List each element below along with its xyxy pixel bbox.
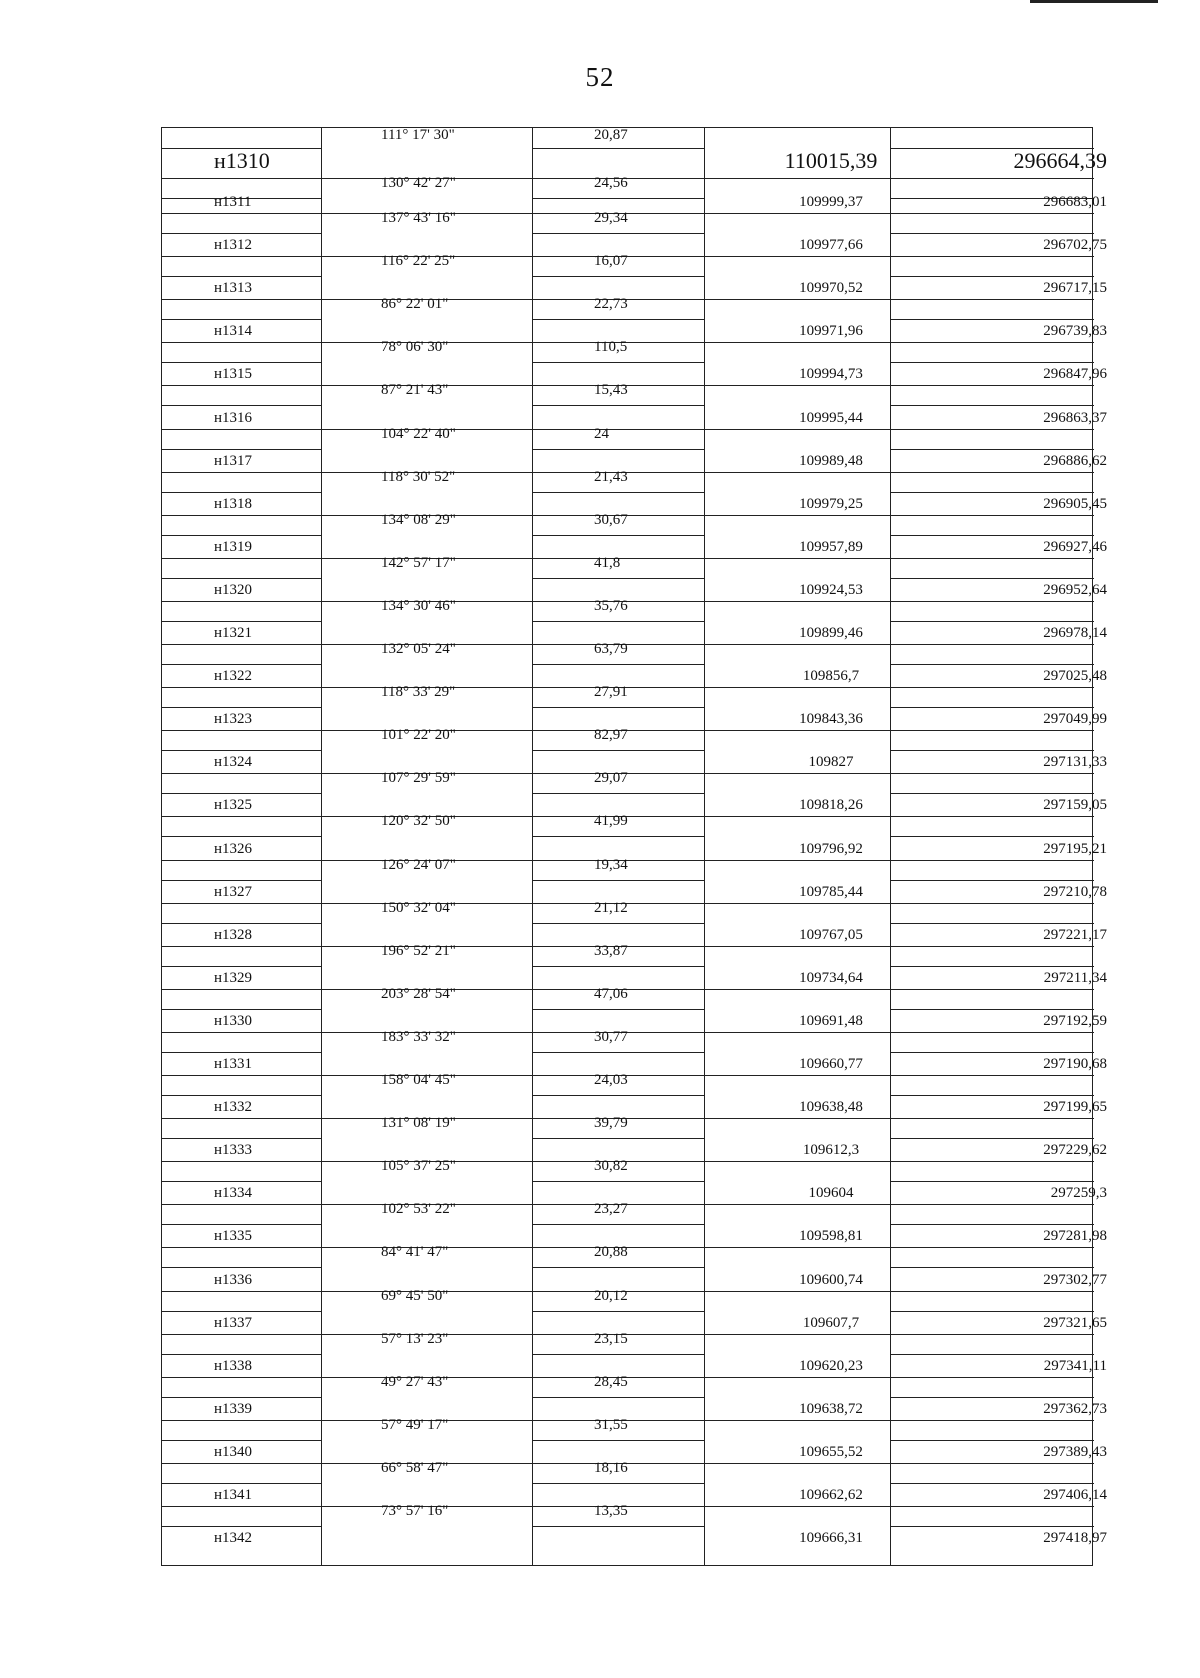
- coordinate-x: 109843,36: [799, 711, 863, 728]
- direction-angle: 134° 30' 46": [381, 597, 456, 614]
- direction-angle: 86° 22' 01": [381, 296, 449, 313]
- coordinate-x: 109662,62: [799, 1487, 863, 1503]
- coordinate-x: 109856,7: [802, 668, 860, 685]
- coordinate-x: 109977,66: [799, 237, 863, 254]
- row-divider: [532, 1052, 704, 1053]
- row-divider: [162, 1204, 1094, 1205]
- row-divider: [162, 1440, 321, 1441]
- row-divider: [162, 1009, 321, 1010]
- column-divider: [532, 128, 533, 1565]
- row-divider: [162, 816, 1094, 817]
- direction-angle: 57° 13' 23": [381, 1330, 449, 1347]
- direction-angle: 183° 33' 32": [381, 1028, 456, 1045]
- row-divider: [532, 1267, 704, 1268]
- row-divider: [162, 578, 321, 579]
- coordinate-x: 109638,72: [799, 1400, 863, 1417]
- segment-length: 35,76: [594, 597, 628, 614]
- point-name: н1314: [214, 323, 253, 340]
- segment-length: 21,12: [594, 899, 628, 916]
- coordinate-x: 109994,73: [799, 366, 863, 383]
- row-divider: [532, 535, 704, 536]
- row-divider: [162, 946, 1094, 947]
- direction-angle: 150° 32' 04": [381, 899, 456, 916]
- row-divider: [890, 621, 1094, 622]
- direction-angle: 57° 49' 17": [381, 1416, 449, 1433]
- row-divider: [162, 1118, 1094, 1119]
- row-divider: [890, 362, 1094, 363]
- segment-length: 82,97: [594, 727, 628, 744]
- coordinate-y: 297362,73: [1043, 1400, 1107, 1417]
- direction-angle: 137° 43' 16": [381, 210, 456, 226]
- coordinate-y: 297259,3: [1050, 1185, 1107, 1202]
- coordinate-y: 297211,34: [1043, 969, 1107, 986]
- point-name: н1312: [214, 237, 253, 254]
- direction-angle: 111° 17' 30": [381, 127, 455, 143]
- direction-angle: 66° 58' 47": [381, 1459, 449, 1476]
- coordinate-y: 297341,11: [1043, 1357, 1107, 1374]
- segment-length: 19,34: [594, 856, 628, 873]
- row-divider: [162, 1463, 1094, 1464]
- segment-length: 30,67: [594, 511, 628, 528]
- direction-angle: 116° 22' 25": [381, 253, 456, 270]
- segment-length: 20,12: [594, 1287, 628, 1304]
- row-divider: [162, 880, 321, 881]
- row-divider: [532, 319, 704, 320]
- coordinate-y: 297321,65: [1043, 1314, 1107, 1331]
- row-divider: [532, 233, 704, 234]
- row-divider: [532, 578, 704, 579]
- row-divider: [162, 385, 1094, 386]
- segment-length: 28,45: [594, 1373, 628, 1390]
- row-divider: [532, 1397, 704, 1398]
- row-divider: [532, 1483, 704, 1484]
- row-divider: [162, 860, 1094, 861]
- point-name: н1335: [214, 1228, 253, 1245]
- direction-angle: 118° 30' 52": [381, 468, 456, 485]
- coordinate-x: 109655,52: [799, 1443, 863, 1460]
- coordinate-x: 109660,77: [799, 1056, 863, 1072]
- coordinate-x: 109607,7: [802, 1314, 860, 1331]
- point-name: н1338: [214, 1357, 253, 1374]
- segment-length: 41,8: [594, 554, 621, 571]
- point-name: н1331: [214, 1056, 253, 1072]
- row-divider: [162, 664, 321, 665]
- segment-length: 27,91: [594, 684, 628, 701]
- point-name: н1325: [214, 797, 253, 814]
- coordinate-x: 109989,48: [799, 452, 863, 469]
- point-name: н1330: [214, 1012, 253, 1029]
- row-divider: [890, 880, 1094, 881]
- row-divider: [532, 276, 704, 277]
- row-divider: [162, 1181, 321, 1182]
- row-divider: [532, 1138, 704, 1139]
- row-divider: [162, 1483, 321, 1484]
- column-divider: [321, 128, 322, 1565]
- coordinate-x: 109924,53: [799, 581, 863, 598]
- row-divider: [890, 1138, 1094, 1139]
- segment-length: 30,77: [594, 1028, 628, 1045]
- row-divider: [890, 319, 1094, 320]
- direction-angle: 132° 05' 24": [381, 641, 456, 657]
- direction-angle: 126° 24' 07": [381, 856, 456, 873]
- row-divider: [890, 1311, 1094, 1312]
- row-divider: [162, 1032, 1094, 1033]
- direction-angle: 107° 29' 59": [381, 770, 456, 787]
- row-divider: [532, 707, 704, 708]
- row-divider: [162, 256, 1094, 257]
- point-name: н1340: [214, 1443, 253, 1460]
- coordinate-x: 109638,48: [799, 1099, 863, 1116]
- point-name: н1341: [214, 1487, 253, 1503]
- coordinate-x: 109785,44: [799, 883, 863, 900]
- row-divider: [162, 1334, 1094, 1335]
- point-name: н1316: [214, 409, 253, 426]
- coordinate-x: 109691,48: [799, 1012, 863, 1029]
- row-divider: [162, 1397, 321, 1398]
- row-divider: [532, 1311, 704, 1312]
- point-name: н1333: [214, 1142, 253, 1159]
- direction-angle: 131° 08' 19": [381, 1115, 456, 1132]
- row-divider: [890, 449, 1094, 450]
- row-divider: [532, 362, 704, 363]
- row-divider: [162, 1267, 321, 1268]
- row-divider: [162, 923, 321, 924]
- row-divider: [890, 1224, 1094, 1225]
- row-divider: [162, 1138, 321, 1139]
- direction-angle: 101° 22' 20": [381, 727, 456, 744]
- segment-length: 110,5: [594, 339, 628, 356]
- row-divider: [890, 1095, 1094, 1096]
- segment-length: 21,43: [594, 468, 628, 485]
- coordinate-x: 109818,26: [799, 797, 863, 814]
- row-divider: [890, 405, 1094, 406]
- row-divider: [162, 1161, 1094, 1162]
- row-divider: [532, 1526, 704, 1527]
- row-divider: [890, 923, 1094, 924]
- row-divider: [532, 405, 704, 406]
- point-name: н1324: [214, 754, 253, 771]
- coordinate-x: 109999,37: [799, 194, 863, 210]
- direction-angle: 203° 28' 54": [381, 985, 456, 1002]
- point-name: н1339: [214, 1400, 253, 1417]
- coordinate-y: 297389,43: [1043, 1443, 1107, 1460]
- row-divider: [532, 966, 704, 967]
- row-divider: [890, 793, 1094, 794]
- row-divider: [890, 578, 1094, 579]
- row-divider: [162, 472, 1094, 473]
- row-divider: [162, 773, 1094, 774]
- row-divider: [162, 213, 1094, 214]
- segment-length: 29,34: [594, 210, 628, 226]
- row-divider: [162, 233, 321, 234]
- direction-angle: 105° 37' 25": [381, 1158, 456, 1175]
- coordinate-x: 109604: [808, 1185, 854, 1202]
- point-name: н1332: [214, 1099, 253, 1116]
- row-divider: [532, 923, 704, 924]
- point-name: н1322: [214, 668, 253, 685]
- direction-angle: 158° 04' 45": [381, 1072, 456, 1088]
- row-divider: [162, 1224, 321, 1225]
- row-divider: [532, 836, 704, 837]
- point-name: н1329: [214, 969, 253, 986]
- direction-angle: 69° 45' 50": [381, 1287, 449, 1304]
- row-divider: [162, 793, 321, 794]
- row-divider: [532, 750, 704, 751]
- row-divider: [532, 664, 704, 665]
- row-divider: [890, 1483, 1094, 1484]
- point-name: н1310: [214, 148, 270, 173]
- row-divider: [162, 966, 321, 967]
- direction-angle: 104° 22' 40": [381, 425, 456, 442]
- row-divider: [890, 492, 1094, 493]
- row-divider: [532, 198, 704, 199]
- row-divider: [162, 1354, 321, 1355]
- coordinate-y: 296863,37: [1043, 409, 1107, 426]
- row-divider: [162, 449, 321, 450]
- row-divider: [162, 492, 321, 493]
- row-divider: [890, 1181, 1094, 1182]
- direction-angle: 130° 42' 27": [381, 175, 456, 191]
- row-divider: [162, 299, 1094, 300]
- row-divider: [162, 1311, 321, 1312]
- direction-angle: 49° 27' 43": [381, 1373, 449, 1390]
- row-divider: [162, 687, 1094, 688]
- coordinate-y: 297131,33: [1043, 754, 1107, 771]
- row-divider: [162, 276, 321, 277]
- coordinate-x: 109796,92: [799, 840, 863, 857]
- segment-length: 31,55: [594, 1416, 628, 1433]
- point-name: н1320: [214, 581, 253, 598]
- coordinate-y: 296847,96: [1043, 366, 1107, 383]
- row-divider: [162, 429, 1094, 430]
- point-name: н1336: [214, 1271, 253, 1288]
- coordinate-y: 296905,45: [1043, 495, 1107, 512]
- row-divider: [162, 1506, 1094, 1507]
- coordinate-y: 297302,77: [1043, 1271, 1107, 1288]
- row-divider: [162, 362, 321, 363]
- coordinate-x: 109620,23: [799, 1357, 863, 1374]
- row-divider: [162, 750, 321, 751]
- row-divider: [162, 405, 321, 406]
- coordinate-x: 109666,31: [799, 1530, 863, 1547]
- coordinate-y: 297159,05: [1043, 797, 1107, 814]
- segment-length: 24: [594, 425, 609, 442]
- row-divider: [162, 319, 321, 320]
- row-divider: [162, 515, 1094, 516]
- row-divider: [890, 535, 1094, 536]
- coordinate-x: 109979,25: [799, 495, 863, 512]
- coordinate-y: 296717,15: [1043, 280, 1107, 297]
- coordinate-y: 297025,48: [1043, 668, 1107, 685]
- row-divider: [532, 148, 704, 149]
- segment-length: 15,43: [594, 382, 628, 399]
- point-name: н1326: [214, 840, 253, 857]
- coordinate-y: 297221,17: [1043, 926, 1107, 943]
- row-divider: [162, 730, 1094, 731]
- coordinate-y: 297281,98: [1043, 1228, 1107, 1245]
- coordinate-x: 109612,3: [802, 1142, 860, 1159]
- coordinate-x: 109957,89: [799, 538, 863, 555]
- row-divider: [162, 1526, 321, 1527]
- point-name: н1319: [214, 538, 253, 555]
- coordinate-y: 297195,21: [1043, 840, 1107, 857]
- row-divider: [532, 1181, 704, 1182]
- row-divider: [532, 492, 704, 493]
- row-divider: [532, 793, 704, 794]
- segment-length: 20,87: [594, 127, 628, 143]
- direction-angle: 142° 57' 17": [381, 554, 456, 571]
- coordinate-y: 297199,65: [1043, 1099, 1107, 1116]
- coordinate-y: 296952,64: [1043, 581, 1107, 598]
- row-divider: [162, 989, 1094, 990]
- page-number: 52: [585, 62, 615, 92]
- segment-length: 23,27: [594, 1201, 628, 1218]
- coordinate-y: 297192,59: [1043, 1012, 1107, 1029]
- segment-length: 20,88: [594, 1244, 628, 1261]
- segment-length: 13,35: [594, 1503, 628, 1519]
- direction-angle: 134° 08' 29": [381, 511, 456, 528]
- row-divider: [162, 1291, 1094, 1292]
- point-name: н1313: [214, 280, 253, 297]
- coordinate-y: 296927,46: [1043, 538, 1107, 555]
- direction-angle: 84° 41' 47": [381, 1244, 449, 1261]
- coordinate-x: 109734,64: [799, 969, 863, 986]
- coordinate-y: 296664,39: [1013, 148, 1107, 173]
- row-divider: [890, 707, 1094, 708]
- row-divider: [162, 558, 1094, 559]
- coordinate-x: 109827: [808, 754, 854, 771]
- row-divider: [532, 1440, 704, 1441]
- coordinate-x: 109995,44: [799, 409, 863, 426]
- row-divider: [162, 707, 321, 708]
- row-divider: [532, 880, 704, 881]
- row-divider: [890, 1267, 1094, 1268]
- column-divider: [704, 128, 705, 1565]
- coordinates-table: [161, 127, 1107, 1566]
- row-divider: [162, 621, 321, 622]
- row-divider: [162, 601, 1094, 602]
- coordinate-x: 109767,05: [799, 926, 863, 943]
- direction-angle: 120° 32' 50": [381, 813, 456, 830]
- row-divider: [890, 1440, 1094, 1441]
- coordinate-x: 109970,52: [799, 280, 863, 297]
- row-divider: [162, 342, 1094, 343]
- row-divider: [890, 276, 1094, 277]
- row-divider: [532, 1224, 704, 1225]
- point-name: н1311: [214, 194, 252, 210]
- point-name: н1342: [214, 1530, 253, 1547]
- row-divider: [532, 621, 704, 622]
- row-divider: [532, 1095, 704, 1096]
- segment-length: 33,87: [594, 942, 628, 959]
- coordinate-y: 297049,99: [1043, 711, 1107, 728]
- segment-length: 23,15: [594, 1330, 628, 1347]
- row-divider: [890, 1354, 1094, 1355]
- row-divider: [890, 750, 1094, 751]
- row-divider: [890, 966, 1094, 967]
- segment-length: 24,56: [594, 175, 628, 191]
- coordinate-x: 109971,96: [799, 323, 863, 340]
- direction-angle: 87° 21' 43": [381, 382, 449, 399]
- row-divider: [162, 1377, 1094, 1378]
- row-divider: [890, 1052, 1094, 1053]
- point-name: н1327: [214, 883, 253, 900]
- row-divider: [162, 1052, 321, 1053]
- coordinate-x: 109899,46: [799, 625, 863, 641]
- row-divider: [890, 1526, 1094, 1527]
- segment-length: 63,79: [594, 641, 628, 657]
- row-divider: [890, 836, 1094, 837]
- coordinate-y: 296702,75: [1043, 237, 1107, 254]
- row-divider: [162, 1247, 1094, 1248]
- segment-length: 18,16: [594, 1459, 628, 1476]
- point-name: н1321: [214, 625, 253, 641]
- coordinate-y: 296886,62: [1043, 452, 1107, 469]
- segment-length: 24,03: [594, 1072, 628, 1088]
- point-name: н1315: [214, 366, 253, 383]
- row-divider: [162, 1075, 1094, 1076]
- direction-angle: 196° 52' 21": [381, 942, 456, 959]
- row-divider: [532, 449, 704, 450]
- top-rule: [1030, 0, 1158, 3]
- row-divider: [532, 1009, 704, 1010]
- coordinate-y: 297406,14: [1043, 1487, 1107, 1503]
- coordinate-y: 296978,14: [1043, 625, 1107, 641]
- point-name: н1323: [214, 711, 253, 728]
- segment-length: 22,73: [594, 296, 628, 313]
- row-divider: [890, 1397, 1094, 1398]
- direction-angle: 78° 06' 30": [381, 339, 449, 356]
- coordinate-y: 296739,83: [1043, 323, 1107, 340]
- segment-length: 47,06: [594, 985, 628, 1002]
- point-name: н1337: [214, 1314, 253, 1331]
- row-divider: [532, 1354, 704, 1355]
- point-name: н1317: [214, 452, 253, 469]
- row-divider: [162, 903, 1094, 904]
- segment-length: 41,99: [594, 813, 628, 830]
- segment-length: 39,79: [594, 1115, 628, 1132]
- coordinate-y: 297418,97: [1043, 1530, 1107, 1547]
- point-name: н1318: [214, 495, 253, 512]
- segment-length: 16,07: [594, 253, 628, 270]
- row-divider: [162, 836, 321, 837]
- row-divider: [162, 1095, 321, 1096]
- point-name: н1334: [214, 1185, 253, 1202]
- direction-angle: 118° 33' 29": [381, 684, 456, 701]
- coordinate-x: 109600,74: [799, 1271, 863, 1288]
- coordinate-y: 297210,78: [1043, 883, 1107, 900]
- row-divider: [890, 1009, 1094, 1010]
- coordinate-y: 297190,68: [1043, 1056, 1107, 1072]
- direction-angle: 102° 53' 22": [381, 1201, 456, 1218]
- row-divider: [162, 178, 1094, 179]
- row-divider: [162, 644, 1094, 645]
- coordinate-x: 110015,39: [784, 148, 878, 173]
- segment-length: 29,07: [594, 770, 628, 787]
- coordinate-y: 297229,62: [1043, 1142, 1107, 1159]
- coordinate-x: 109598,81: [799, 1228, 863, 1245]
- segment-length: 30,82: [594, 1158, 628, 1175]
- row-divider: [890, 233, 1094, 234]
- row-divider: [890, 664, 1094, 665]
- coordinate-y: 296683,01: [1043, 194, 1107, 210]
- row-divider: [162, 535, 321, 536]
- row-divider: [162, 1420, 1094, 1421]
- direction-angle: 73° 57' 16": [381, 1503, 449, 1519]
- point-name: н1328: [214, 926, 253, 943]
